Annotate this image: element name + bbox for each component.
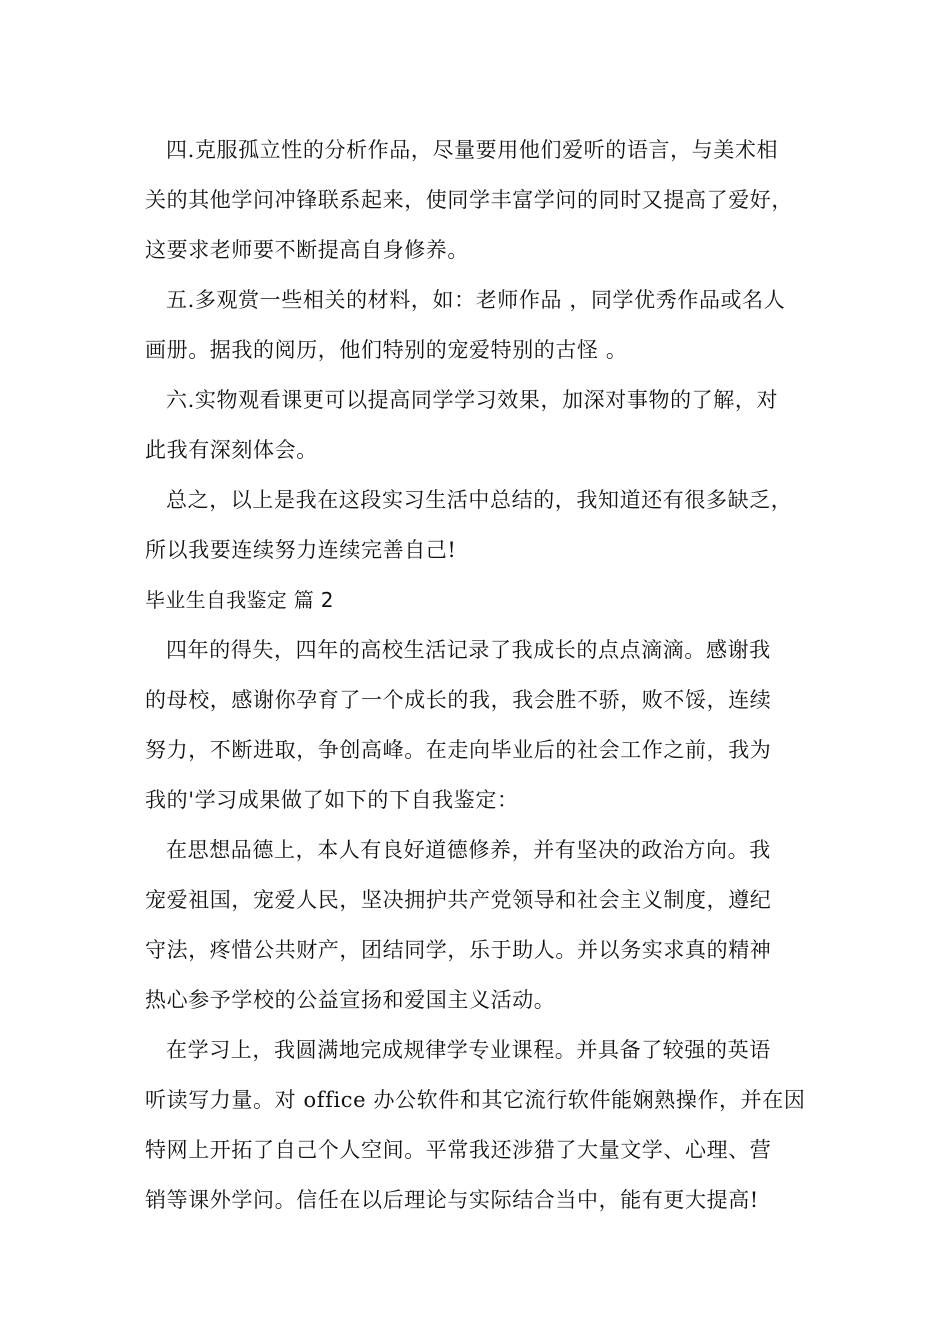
paragraph-line: 听读写力量。对 office 办公软件和其它流行软件能娴熟操作，并在因 bbox=[145, 1088, 806, 1112]
paragraph-line: 在学习上，我圆满地完成规律学专业课程。并具备了较强的英语 bbox=[166, 1038, 771, 1062]
paragraph-line: 热心参予学校的公益宣扬和爱国主义活动。 bbox=[145, 988, 556, 1012]
paragraph-line: 所以我要连续努力连续完善自己! bbox=[145, 538, 457, 562]
paragraph-line: 总之，以上是我在这段实习生活中总结的，我知道还有很多缺乏， bbox=[166, 488, 793, 512]
paragraph-line: 销等课外学问。信任在以后理论与实际结合当中，能有更大提高! bbox=[145, 1188, 759, 1212]
paragraph-line: 六.实物观看课更可以提高同学学习效果，加深对事物的了解，对 bbox=[166, 388, 779, 412]
paragraph-line: 关的其他学问冲锋联系起来，使同学丰富学问的同时又提高了爱好， bbox=[145, 188, 793, 212]
paragraph-line: 特网上开拓了自己个人空间。平常我还涉猎了大量文学、心理、营 bbox=[145, 1138, 772, 1162]
paragraph-line: 在思想品德上，本人有良好道德修养，并有坚决的政治方向。我 bbox=[166, 838, 771, 862]
paragraph-line: 守法，疼惜公共财产，团结同学，乐于助人。并以务实求真的精神 bbox=[145, 938, 772, 962]
paragraph-line: 我的'学习成果做了如下的下自我鉴定： bbox=[145, 788, 519, 812]
paragraph-line: 此我有深刻体会。 bbox=[145, 438, 318, 462]
paragraph-line: 画册。据我的阅历，他们特别的宠爱特别的古怪 。 bbox=[145, 338, 628, 362]
paragraph-line: 这要求老师要不断提高自身修养。 bbox=[145, 238, 469, 262]
paragraph-line: 五.多观赏一些相关的材料，如：老师作品 ，同学优秀作品或名人 bbox=[166, 288, 786, 312]
paragraph-line: 四.克服孤立性的分析作品，尽量要用他们爱听的语言，与美术相 bbox=[166, 138, 779, 162]
paragraph-line: 努力，不断进取，争创高峰。在走向毕业后的社会工作之前，我为 bbox=[145, 738, 772, 762]
paragraph-line: 四年的得失，四年的高校生活记录了我成长的点点滴滴。感谢我 bbox=[166, 638, 771, 662]
paragraph-line: 的母校，感谢你孕育了一个成长的我，我会胜不骄，败不馁，连续 bbox=[145, 688, 772, 712]
section-heading: 毕业生自我鉴定 篇 2 bbox=[145, 588, 334, 612]
paragraph-line: 宠爱祖国，宠爱人民，坚决拥护共产党领导和社会主义制度，遵纪 bbox=[145, 888, 772, 912]
